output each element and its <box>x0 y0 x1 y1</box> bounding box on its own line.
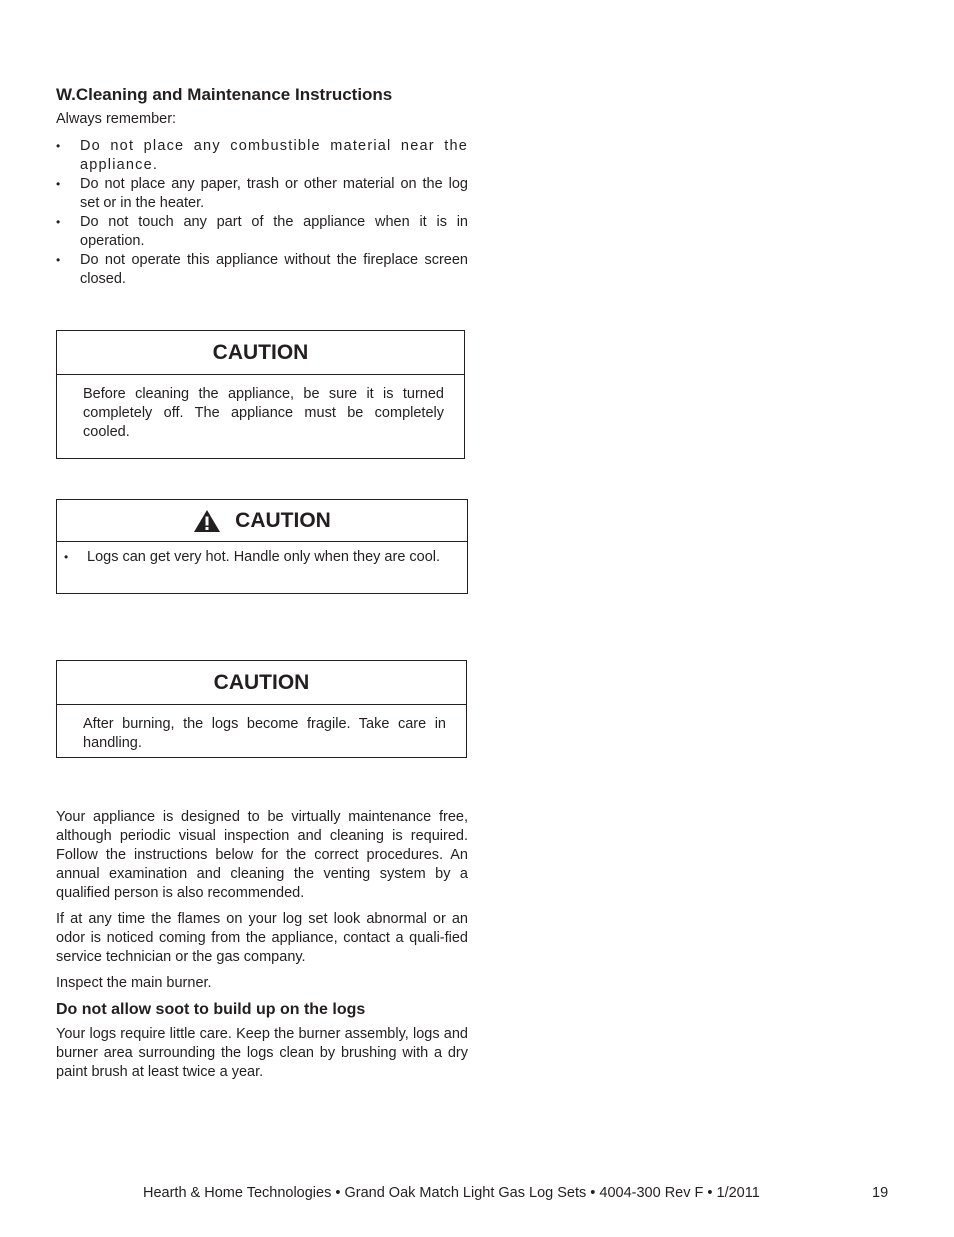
caution-heading <box>57 500 467 542</box>
intro-text: Always remember: <box>56 111 177 127</box>
caution-body: Before cleaning the appliance, be sure it is turned completely off. The appliance must be completely cooled. <box>83 386 444 440</box>
caution-title: CAUTION <box>212 340 309 364</box>
caution-box-hot-logs <box>56 499 468 594</box>
soot-heading: Do not allow soot to build up on the logs <box>56 1001 366 1018</box>
page-number: 19 <box>872 1185 889 1201</box>
warning-triangle-icon <box>193 509 221 533</box>
list-item: • Do not operate this appliance without the fireplace screen closed. <box>56 251 468 289</box>
list-item: • Do not place any combustible material near the appliance. <box>56 137 468 175</box>
caution-box-fragile-logs <box>56 660 467 758</box>
flames-paragraph: If at any time the flames on your log set look abnormal or an odor is noticed coming from the appliance, contact a quali-fied service technician or the gas company. <box>56 911 468 965</box>
list-item: • Do not touch any part of the appliance when it is in operation. <box>56 213 468 251</box>
caution-heading <box>57 331 464 375</box>
soot-paragraph: Your logs require little care. Keep the burner assembly, logs and burner area surrounding the logs clean by brushing with a dry paint brush at least twice a year. <box>56 1026 468 1080</box>
list-item: • Do not place any paper, trash or other material on the log set or in the heater. <box>56 175 468 213</box>
caution-body: After burning, the logs become fragile. Take care in handling. <box>83 716 446 751</box>
maintenance-paragraph: Your appliance is designed to be virtually maintenance free, although periodic visual inspection and cleaning is required. Follow the instructions below for the correct procedures. An annual examination and cleaning the venting system by a qualified person is also recommended. <box>56 809 468 901</box>
caution-body <box>57 542 467 567</box>
section-heading: W.Cleaning and Maintenance Instructions <box>56 85 393 104</box>
footer-text: Hearth & Home Technologies • Grand Oak Match Light Gas Log Sets • 4004-300 Rev F • 1/2011 <box>143 1185 760 1201</box>
caution-title: CAUTION <box>213 670 310 694</box>
caution-box-cleaning <box>56 330 465 459</box>
caution-body-text: Logs can get very hot. Handle only when they are cool. <box>87 549 441 565</box>
caution-heading <box>57 661 466 705</box>
reminder-list <box>56 137 468 289</box>
inspect-paragraph: Inspect the main burner. <box>56 975 212 991</box>
bullet-mark: • <box>64 550 69 564</box>
caution-title: CAUTION <box>235 508 331 532</box>
